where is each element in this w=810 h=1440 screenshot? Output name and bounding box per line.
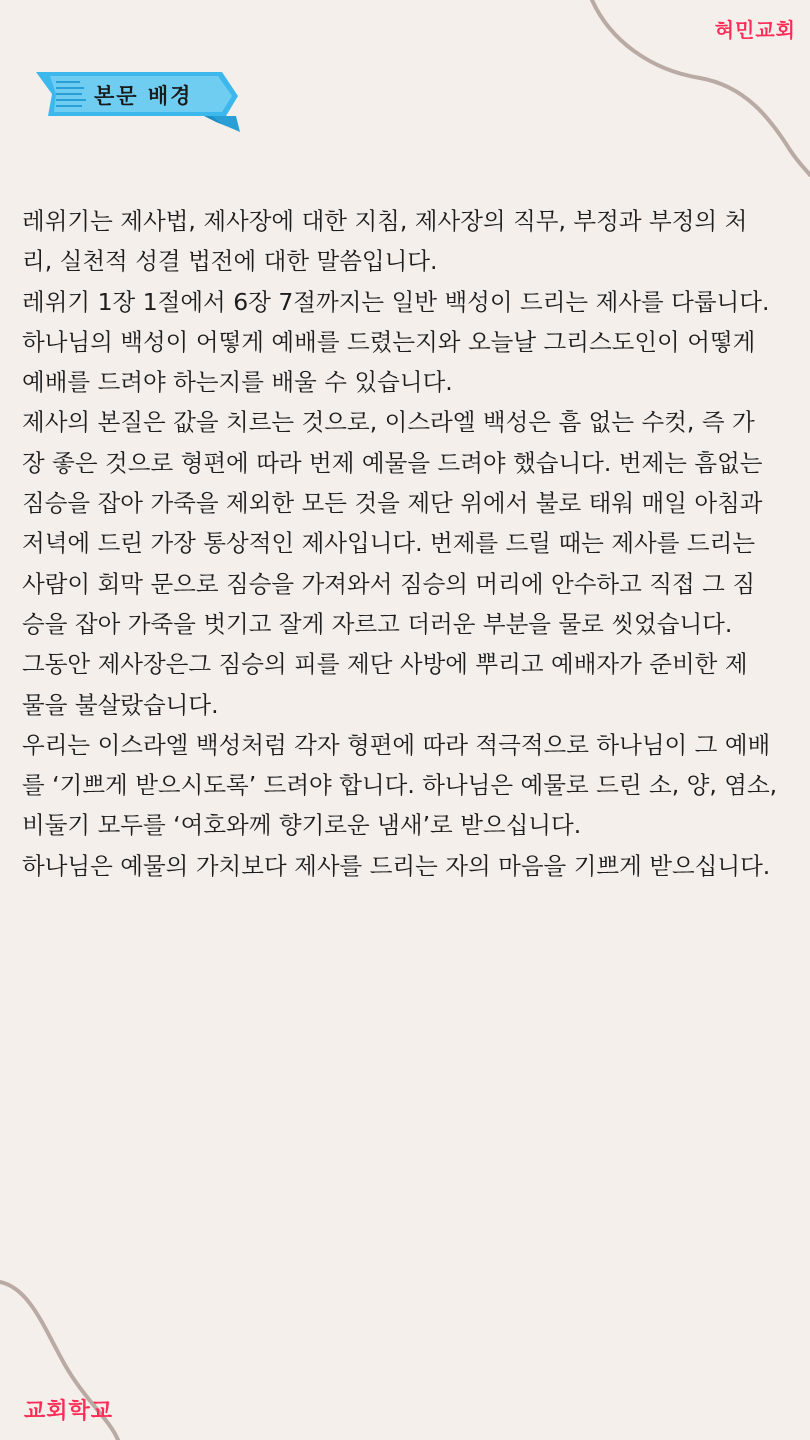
body-line: 짐승을 잡아 가죽을 제외한 모든 것을 제단 위에서 불로 태워 매일 아침과 [22,489,763,518]
brand-logo-bottom: 교회학교 [24,1399,114,1424]
body-line: 제사의 본질은 값을 치르는 것으로, 이스라엘 백성은 흠 없는 수컷, 즉 가 [22,408,755,437]
body-line: 를 ‘기쁘게 받으시도록’ 드려야 합니다. 하나님은 예물로 드린 소, 양, 염소, [22,771,778,800]
body-line: 사람이 회막 문으로 짐승을 가져와서 짐승의 머리에 안수하고 직접 그 짐 [22,569,756,598]
body-text [22,201,806,886]
body-line: 비둘기 모두를 ‘여호와께 향기로운 냄새’로 받으십니다. [22,811,582,840]
body-line: 예배를 드려야 하는지를 배울 수 있습니다. [22,368,453,397]
section-title-label [36,72,242,134]
body-line: 승을 잡아 가죽을 벗기고 잘게 자르고 더러운 부분을 물로 씻었습니다. [22,609,733,638]
body-line: 저녁에 드린 가장 통상적인 제사입니다. 번제를 드릴 때는 제사를 드리는 [22,529,756,558]
body-line: 하나님의 백성이 어떻게 예배를 드렸는지와 오늘날 그리스도인이 어떻게 [22,327,756,356]
body-line: 우리는 이스라엘 백성처럼 각자 형편에 따라 적극적으로 하나님이 그 예배 [22,730,771,759]
section-title-text: 본문 배경 [94,84,193,108]
body-line: 리, 실천적 성결 법전에 대한 말씀입니다. [22,247,438,276]
brand-logo-top: 혀민교회 [714,18,796,42]
body-line: 레위기는 제사법, 제사장에 대한 지침, 제사장의 직무, 부정과 부정의 처 [22,207,748,235]
body-line: 레위기 1장 1절에서 6장 7절까지는 일반 백성이 드리는 제사를 다룹니다. [22,287,770,316]
body-line: 하나님은 예물의 가치보다 제사를 드리는 자의 마음을 기쁘게 받으십니다. [22,851,771,880]
body-line: 장 좋은 것으로 형편에 따라 번제 예물을 드려야 했습니다. 번제는 흠없는 [22,448,763,477]
body-line: 물을 불살랐습니다. [22,690,219,719]
body-line: 그동안 제사장은그 짐승의 피를 제단 사방에 뿌리고 예배자가 준비한 제 [22,650,748,679]
